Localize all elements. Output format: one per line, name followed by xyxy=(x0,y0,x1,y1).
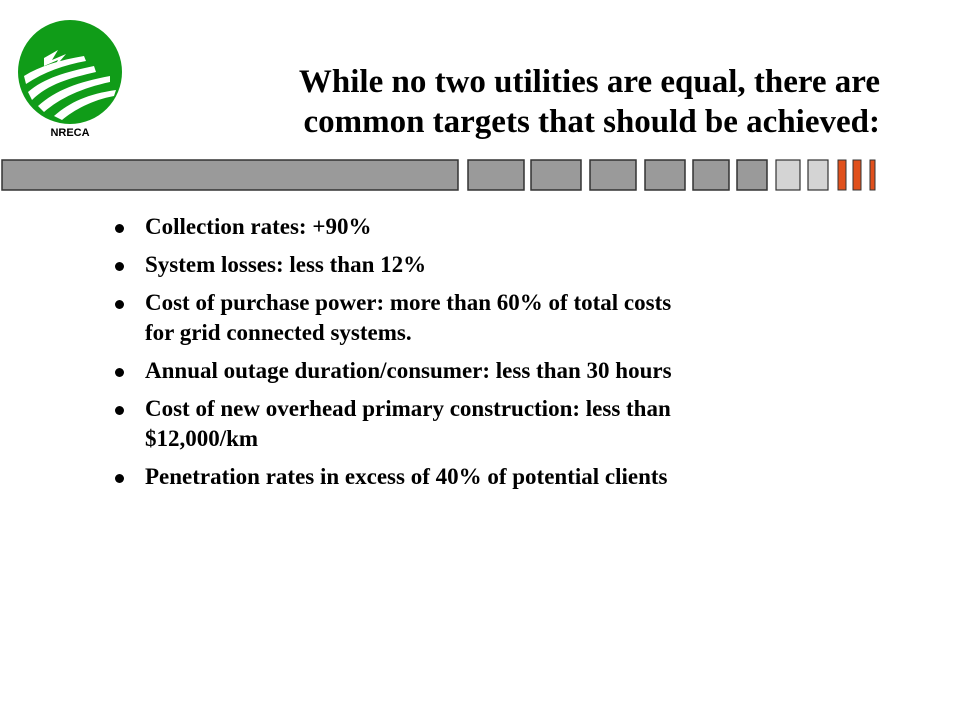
slide-title-line-2: common targets that should be achieved: xyxy=(303,104,880,140)
list-item xyxy=(112,394,832,454)
divider-segment-long xyxy=(2,160,458,190)
logo-graphic xyxy=(14,20,126,140)
nreca-logo xyxy=(14,20,126,140)
divider-segment xyxy=(645,160,685,190)
list-item-text-continued: for grid connected systems. xyxy=(145,320,412,345)
list-item-text: Penetration rates in excess of 40% of potential clients xyxy=(145,464,668,489)
list-item-text: Annual outage duration/consumer: less than 30 hours xyxy=(145,358,672,383)
divider-segment xyxy=(468,160,524,190)
divider-segment xyxy=(737,160,767,190)
list-item xyxy=(112,462,832,492)
list-item xyxy=(112,212,832,242)
divider-segment-light xyxy=(808,160,828,190)
bullet-dot-icon xyxy=(115,262,124,271)
divider-segment xyxy=(590,160,636,190)
divider-segment-accent xyxy=(838,160,846,190)
bullet-dot-icon xyxy=(115,300,124,309)
bullet-dot-icon xyxy=(115,406,124,415)
bullet-dot-icon xyxy=(115,474,124,483)
list-item-text: Collection rates: +90% xyxy=(145,214,372,239)
list-item-text: Cost of purchase power: more than 60% of total costs xyxy=(145,290,672,315)
list-item xyxy=(112,250,832,280)
slide-title xyxy=(200,62,880,142)
slide-title-line-1: While no two utilities are equal, there are xyxy=(298,64,880,100)
logo-text: NRECA xyxy=(50,127,90,139)
list-item-text: Cost of new overhead primary construction: less than xyxy=(145,396,671,421)
list-item-text-continued: $12,000/km xyxy=(145,426,259,451)
divider-segment xyxy=(531,160,581,190)
target-list xyxy=(112,212,832,500)
bullet-dot-icon xyxy=(115,368,124,377)
title-divider-bar xyxy=(0,158,880,194)
divider-segment-accent xyxy=(853,160,861,190)
bullet-dot-icon xyxy=(115,224,124,233)
divider-segment-light xyxy=(776,160,800,190)
list-item xyxy=(112,288,832,348)
divider-segment-accent xyxy=(870,160,875,190)
divider-segment xyxy=(693,160,729,190)
list-item xyxy=(112,356,832,386)
list-item-text: System losses: less than 12% xyxy=(145,252,427,277)
